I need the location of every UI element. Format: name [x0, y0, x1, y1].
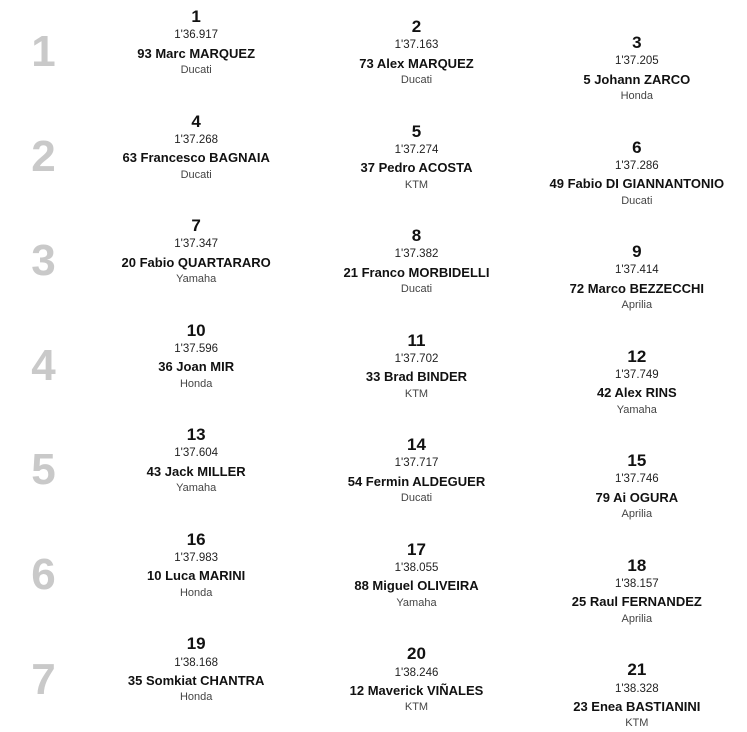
- lap-time: 1'38.157: [614, 577, 659, 590]
- grid-slot[interactable]: [86, 627, 306, 732]
- rider-name: 12 Maverick VIÑALES: [349, 682, 484, 698]
- lap-time: 1'37.604: [174, 447, 219, 460]
- grid-slot[interactable]: [86, 105, 306, 210]
- grid-row-number: 3: [31, 236, 55, 286]
- grid-slot[interactable]: [306, 105, 526, 210]
- team-name: Yamaha: [176, 482, 217, 495]
- rider-name: 73 Alex MARQUEZ: [359, 55, 474, 71]
- team-name: Ducati: [400, 74, 433, 87]
- grid-row-cells: [86, 209, 747, 314]
- grid-position-number: 4: [191, 111, 201, 131]
- grid-row-number: 4: [31, 340, 55, 390]
- lap-time: 1'37.717: [394, 457, 439, 470]
- rider-name: 54 Fermin ALDEGUER: [347, 473, 486, 489]
- grid-position-number: 5: [411, 121, 422, 141]
- grid-position-number: 19: [186, 634, 206, 654]
- rider-name: 42 Alex RINS: [596, 385, 677, 401]
- team-name: KTM: [625, 717, 649, 730]
- grid-row-cells: [86, 627, 747, 732]
- rider-name: 79 Ai OGURA: [595, 489, 679, 505]
- rider-name: 72 Marco BEZZECCHI: [569, 280, 704, 296]
- team-name: Yamaha: [396, 596, 437, 609]
- grid-position-number: 12: [627, 346, 647, 366]
- team-name: Ducati: [621, 194, 653, 207]
- rider-name: 25 Raul FERNANDEZ: [571, 594, 702, 610]
- team-name: Aprilia: [621, 612, 653, 625]
- grid-row: [0, 627, 747, 732]
- grid-slot[interactable]: [306, 418, 526, 523]
- team-name: Aprilia: [621, 299, 653, 312]
- rider-name: 93 Marc MARQUEZ: [137, 45, 256, 61]
- grid-row: [0, 418, 747, 523]
- grid-position-number: 15: [627, 451, 647, 471]
- grid-slot[interactable]: [306, 209, 526, 314]
- team-name: KTM: [404, 387, 429, 400]
- grid-row-number: 1: [31, 27, 55, 77]
- grid-position-number: 13: [186, 425, 206, 445]
- grid-slot[interactable]: [306, 523, 526, 628]
- lap-time: 1'37.163: [394, 39, 439, 52]
- lap-time: 1'37.205: [614, 55, 659, 68]
- grid-slot[interactable]: [86, 523, 306, 628]
- grid-row-number: 5: [31, 445, 55, 495]
- grid-position-number: 7: [191, 216, 201, 236]
- lap-time: 1'38.328: [614, 682, 659, 695]
- team-name: Aprilia: [621, 508, 653, 521]
- grid-row-cells: [86, 105, 747, 210]
- lap-time: 1'37.286: [614, 159, 659, 172]
- grid-row: [0, 209, 747, 314]
- rider-name: 63 Francesco BAGNAIA: [122, 150, 270, 166]
- grid-row-cells: [86, 418, 747, 523]
- lap-time: 1'37.274: [394, 143, 439, 156]
- grid-slot[interactable]: [306, 0, 526, 105]
- team-name: Ducati: [180, 64, 212, 77]
- grid-position-number: 11: [407, 330, 426, 350]
- grid-position-number: 8: [411, 226, 422, 246]
- rider-name: 43 Jack MILLER: [146, 463, 246, 479]
- lap-time: 1'36.917: [174, 29, 219, 42]
- rider-name: 10 Luca MARINI: [147, 568, 246, 584]
- rider-name: 37 Pedro ACOSTA: [360, 160, 473, 176]
- lap-time: 1'37.596: [174, 342, 219, 355]
- grid-slot[interactable]: [306, 627, 526, 732]
- grid-slot[interactable]: [527, 0, 747, 105]
- grid-row-number: 6: [31, 550, 55, 599]
- grid-row-number: 2: [31, 131, 55, 181]
- team-name: Honda: [179, 377, 213, 390]
- lap-time: 1'37.702: [394, 352, 439, 365]
- lap-time: 1'38.246: [394, 666, 439, 679]
- team-name: Yamaha: [616, 403, 657, 416]
- grid-slot[interactable]: [86, 209, 306, 314]
- grid-position-number: 18: [627, 555, 647, 575]
- grid-row: [0, 523, 747, 628]
- lap-time: 1'37.414: [614, 264, 659, 277]
- lap-time: 1'37.347: [174, 238, 219, 251]
- lap-time: 1'37.268: [174, 133, 219, 146]
- grid-row-number: 7: [31, 654, 55, 704]
- grid-position-number: 14: [407, 435, 426, 455]
- grid-slot[interactable]: [86, 418, 306, 523]
- grid-position-number: 1: [191, 7, 201, 26]
- team-name: Yamaha: [176, 273, 217, 286]
- team-name: Honda: [179, 691, 213, 704]
- team-name: Honda: [179, 586, 213, 599]
- grid-position-number: 21: [627, 660, 647, 680]
- team-name: Ducati: [400, 283, 433, 296]
- rider-name: 23 Enea BASTIANINI: [573, 698, 701, 714]
- grid-position-number: 17: [407, 539, 426, 559]
- grid-slot[interactable]: [86, 0, 306, 105]
- team-name: KTM: [404, 701, 429, 714]
- rider-name: 5 Johann ZARCO: [583, 71, 691, 87]
- rider-name: 33 Brad BINDER: [365, 369, 468, 385]
- grid-position-number: 20: [407, 644, 426, 664]
- rider-name: 20 Fabio QUARTARARO: [121, 254, 271, 270]
- grid-row-cells: [86, 314, 747, 419]
- lap-time: 1'37.983: [174, 551, 219, 564]
- grid-position-number: 3: [632, 33, 642, 52]
- grid-row: [0, 105, 747, 210]
- grid-position-number: 9: [632, 242, 642, 262]
- grid-row: [0, 314, 747, 419]
- rider-name: 49 Fabio DI GIANNANTONIO: [549, 176, 725, 192]
- lap-time: 1'37.382: [394, 248, 439, 261]
- rider-name: 21 Franco MORBIDELLI: [343, 264, 490, 280]
- grid-row: [0, 0, 747, 105]
- grid-row-cells: [86, 0, 747, 105]
- grid-row-cells: [86, 523, 747, 628]
- grid-position-number: 6: [632, 137, 642, 157]
- grid-position-number: 16: [186, 529, 206, 549]
- team-name: Honda: [620, 90, 654, 103]
- lap-time: 1'38.055: [394, 561, 439, 574]
- grid-slot[interactable]: [527, 314, 747, 419]
- grid-slot[interactable]: [527, 523, 747, 628]
- lap-time: 1'38.168: [174, 656, 219, 669]
- grid-slot[interactable]: [527, 105, 747, 210]
- rider-name: 36 Joan MIR: [158, 359, 235, 375]
- lap-time: 1'37.746: [614, 473, 659, 486]
- team-name: Ducati: [400, 492, 433, 505]
- rider-name: 35 Somkiat CHANTRA: [127, 672, 265, 688]
- grid-slot[interactable]: [527, 209, 747, 314]
- grid-slot[interactable]: [527, 627, 747, 732]
- rider-name: 88 Miguel OLIVEIRA: [354, 578, 479, 594]
- grid-slot[interactable]: [306, 314, 526, 419]
- grid-position-number: 10: [186, 320, 206, 340]
- grid-slot[interactable]: [527, 418, 747, 523]
- team-name: KTM: [404, 178, 429, 191]
- grid-position-number: 2: [411, 17, 422, 36]
- team-name: Ducati: [180, 168, 212, 181]
- lap-time: 1'37.749: [614, 368, 659, 381]
- grid-slot[interactable]: [86, 314, 306, 419]
